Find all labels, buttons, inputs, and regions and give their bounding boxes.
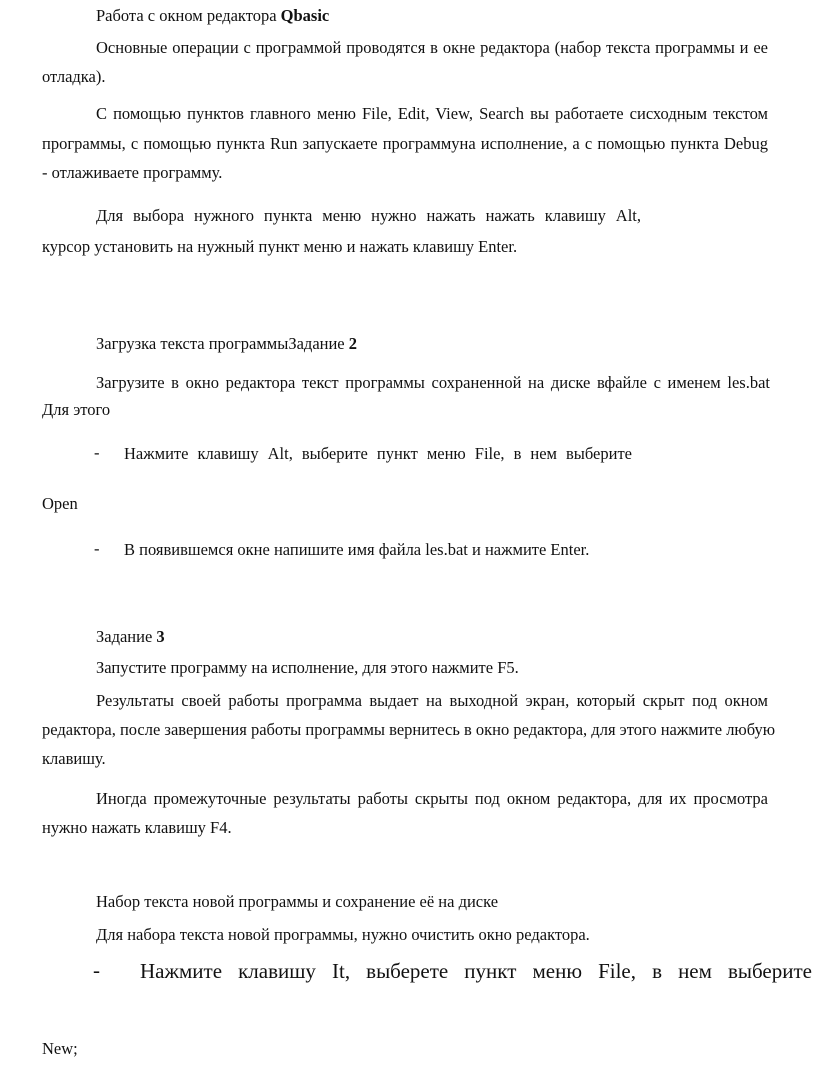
paragraph-line: Загрузите в окно редактора текст программы сохраненной на диске вфайле с именем les.bat <box>96 373 770 392</box>
paragraph-line: отладка). <box>42 67 106 86</box>
list-item: Нажмите клавишу Alt, выберите пункт меню File, в нем выберите <box>124 444 632 463</box>
paragraph-line: Для набора текста новой программы, нужно очистить окно редактора. <box>96 925 590 944</box>
paragraph-line: программы, с помощью пункта Run запускаете программуна исполнение, а с помощью пункта Debug <box>42 134 768 153</box>
paragraph-line: Основные операции с программой проводятся в окне редактора (набор текста программы и ее <box>96 38 768 57</box>
paragraph-line: редактора, после завершения работы программы вернитесь в окно редактора, для этого нажмите любую <box>42 720 776 739</box>
heading-text: Загрузка текста программыЗадание <box>96 334 349 353</box>
paragraph-line: нужно нажать клавишу F4. <box>42 818 232 837</box>
heading-text: Работа с окном редактора <box>96 6 281 25</box>
list-item: В появившемся окне напишите имя файла les.bat и нажмите Enter. <box>124 540 590 559</box>
paragraph-line: Иногда промежуточные результаты работы скрыты под окном редактора, для их просмотра <box>96 789 768 808</box>
paragraph-line: С помощью пунктов главного меню File, Edit, View, Search вы работаете сисходным текстом <box>96 104 768 123</box>
heading-bold: 2 <box>348 334 358 353</box>
paragraph-line: Для этого <box>42 400 111 419</box>
bullet-dash: - <box>94 443 100 462</box>
section-heading-task3 <box>96 627 165 647</box>
paragraph-line: Для выбора нужного пункта меню нужно нажать нажать клавишу Alt, <box>96 206 641 225</box>
paragraph-line: Запустите программу на исполнение, для этого нажмите F5. <box>96 658 519 677</box>
paragraph-line: клавишу. <box>42 749 106 768</box>
section-heading-editor <box>96 6 329 26</box>
section-heading-load <box>96 334 357 354</box>
paragraph-line: курсор установить на нужный пункт меню и нажать клавишу Enter. <box>42 237 518 256</box>
list-item-continuation: New; <box>42 1039 78 1058</box>
list-item-continuation: Open <box>42 494 78 513</box>
list-item: Нажмите клавишу It, выберете пункт меню File, в нем выберите <box>140 959 812 983</box>
paragraph-line: Результаты своей работы программа выдает на выходной экран, который скрыт под окном <box>96 691 768 710</box>
paragraph-line: - отлаживаете программу. <box>42 163 223 182</box>
section-heading-new-program: Набор текста новой программы и сохранение её на диске <box>96 892 499 911</box>
heading-text: Задание <box>96 627 157 646</box>
heading-bold: Qbasic <box>280 6 330 25</box>
bullet-dash: - <box>94 539 100 558</box>
heading-bold: 3 <box>156 627 165 646</box>
bullet-dash: - <box>93 958 100 982</box>
